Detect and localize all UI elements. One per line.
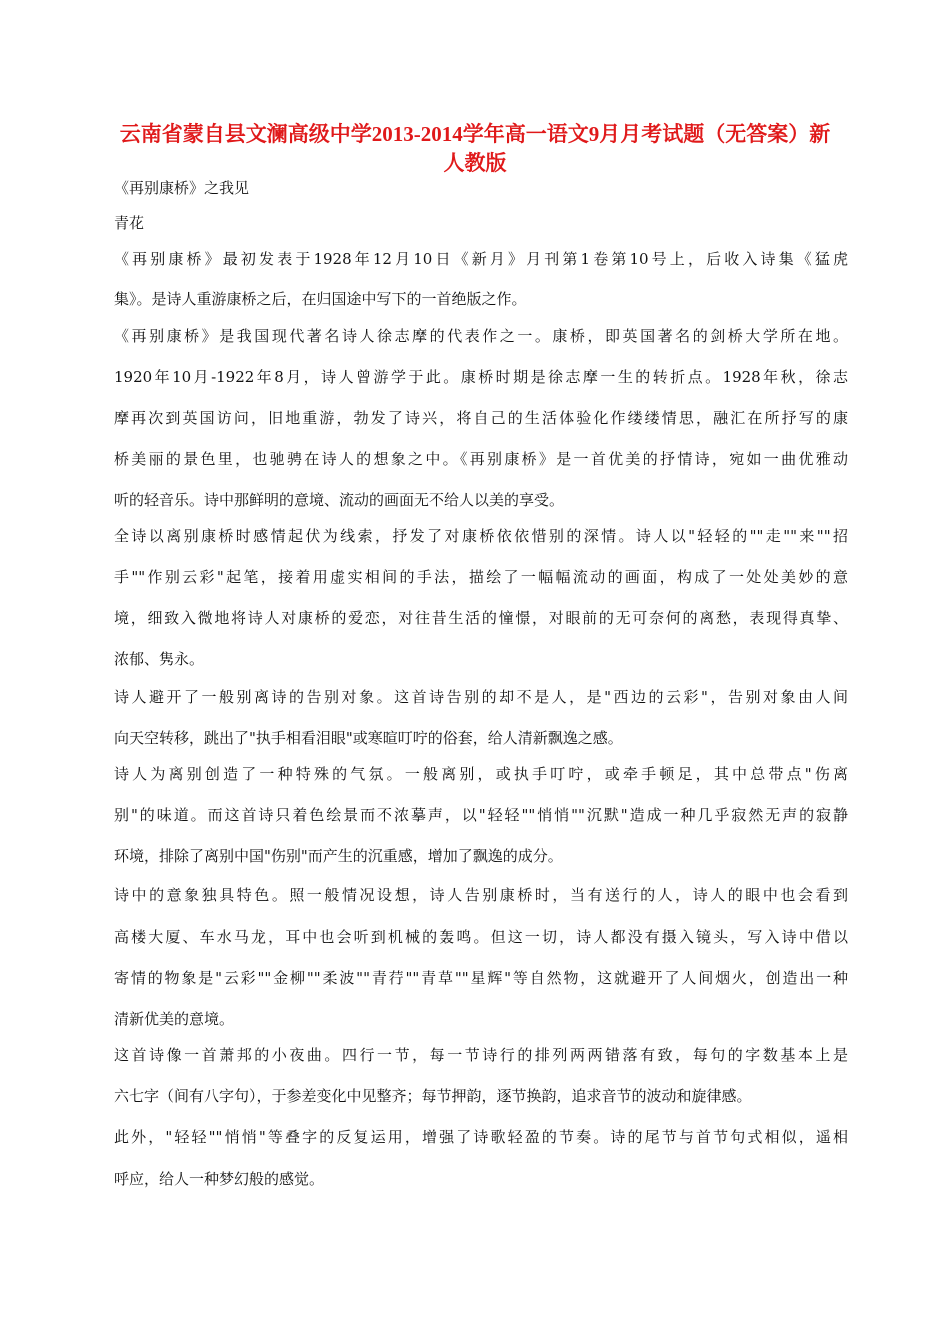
paragraph-line: 呼应，给人一种梦幻般的感觉。 <box>114 1170 325 1188</box>
paragraph-line: 浓郁、隽永。 <box>114 650 205 668</box>
paragraph-line: 别"的味道。而这首诗只着色绘景而不浓摹声，以"轻轻""悄悄""沉默"造成一种几乎寂然无声的寂静 <box>114 806 848 824</box>
paragraph-line: 全诗以离别康桥时感情起伏为线索，抒发了对康桥依依惜别的深情。诗人以"轻轻的""走""来""招 <box>114 527 848 545</box>
paragraph-line: 手""作别云彩"起笔，接着用虚实相间的手法，描绘了一幅幅流动的画面，构成了一处处美妙的意 <box>114 568 848 586</box>
paragraph-line: 《再别康桥》最初发表于1928年12月10日《新月》月刊第1卷第10号上，后收入诗集《猛虎 <box>114 250 848 268</box>
paragraph-line: 1920年10月-1922年8月，诗人曾游学于此。康桥时期是徐志摩一生的转折点。1928年秋，徐志 <box>114 368 848 386</box>
paragraph-line: 集》。是诗人重游康桥之后，在归国途中写下的一首绝版之作。 <box>114 290 527 308</box>
paragraph-line: 诗人避开了一般别离诗的告别对象。这首诗告别的却不是人，是"西边的云彩"，告别对象由人间 <box>114 688 848 706</box>
paragraph-line: 这首诗像一首萧邦的小夜曲。四行一节，每一节诗行的排列两两错落有致，每句的字数基本上是 <box>114 1046 848 1064</box>
paragraph-line: 此外，"轻轻""悄悄"等叠字的反复运用，增强了诗歌轻盈的节奏。诗的尾节与首节句式相似，遥相 <box>114 1128 848 1146</box>
paragraph-line: 环境，排除了离别中国"伤别"而产生的沉重感，增加了飘逸的成分。 <box>114 847 563 865</box>
paragraph-line: 诗人为离别创造了一种特殊的气氛。一般离别，或执手叮咛，或牵手顿足，其中总带点"伤离 <box>114 765 848 783</box>
paragraph-line: 向天空转移，跳出了"执手相看泪眼"或寒暄叮咛的俗套，给人清新飘逸之感。 <box>114 729 623 747</box>
paragraph-line: 境，细致入微地将诗人对康桥的爱恋，对往昔生活的憧憬，对眼前的无可奈何的离愁，表现得真挚、 <box>114 609 848 627</box>
paragraph-line: 高楼大厦、车水马龙，耳中也会听到机械的轰鸣。但这一切，诗人都没有摄入镜头，写入诗中借以 <box>114 928 848 946</box>
author-name: 青花 <box>114 214 145 232</box>
paragraph-line: 桥美丽的景色里，也驰骋在诗人的想象之中。《再别康桥》是一首优美的抒情诗，宛如一曲优雅动 <box>114 450 848 468</box>
paragraph-line: 摩再次到英国访问，旧地重游，勃发了诗兴，将自己的生活体验化作缕缕情思，融汇在所抒写的康 <box>114 409 848 427</box>
paragraph-line: 寄情的物象是"云彩""金柳""柔波""青荇""青草""星辉"等自然物，这就避开了人间烟火，创造出一种 <box>114 969 848 987</box>
paragraph-line: 诗中的意象独具特色。照一般情况设想，诗人告别康桥时，当有送行的人，诗人的眼中也会看到 <box>114 886 848 904</box>
document-title: 云南省蒙自县文澜高级中学2013-2014学年高一语文9月月考试题（无答案）新人教版 <box>119 122 831 175</box>
article-heading: 《再别康桥》之我见 <box>114 179 250 197</box>
paragraph-line: 听的轻音乐。诗中那鲜明的意境、流动的画面无不给人以美的享受。 <box>114 491 565 509</box>
paragraph-line: 《再别康桥》是我国现代著名诗人徐志摩的代表作之一。康桥，即英国著名的剑桥大学所在地。 <box>114 327 848 345</box>
paragraph-line: 清新优美的意境。 <box>114 1010 235 1028</box>
paragraph-line: 六七字（间有八字句），于参差变化中见整齐；每节押韵，逐节换韵，追求音节的波动和旋律感。 <box>114 1087 752 1105</box>
